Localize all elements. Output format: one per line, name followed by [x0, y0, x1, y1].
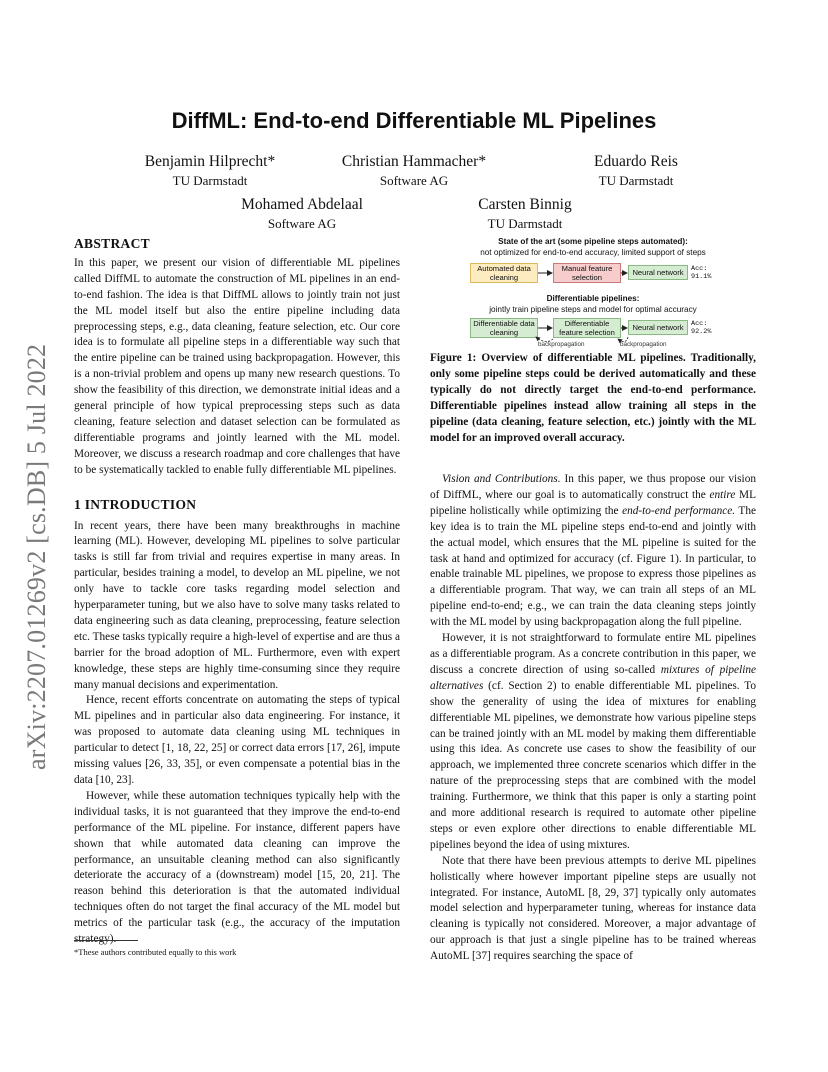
box-automated-cleaning: Automated data cleaning	[470, 263, 538, 283]
right-paragraph-2: However, it is not straightforward to formulate entire ML pipelines as a differentiable program. As a concrete contribution in this paper, we discuss a concrete direction of using so-called mixtures of pipeline alternatives (cf. Section 2) to enable differentiable ML pipelines. To show the generality of using the idea of mixtures for enabling differentiable ML pipelines, we demonstrate how various pipeline steps can be trained jointly with an ML model by making them differentiable using this idea. As concrete use cases to show the feasibility of our approach, we implemented three concrete scenarios which differ in the nature of the preprocessing steps that are combined with the model training. Furthermore, we think that this paper is only a starting point and more additional research is required to automate other pipeline steps or even explore other directions to enable differentiable ML pipelines beyond the idea of using mixtures.	[430, 632, 757, 851]
figure-bottom-title: Differentiable pipelines:	[546, 294, 640, 303]
author-2	[314, 152, 514, 190]
box-neural-network-top: Neural network	[628, 265, 688, 280]
intro-paragraph-1: In recent years, there have been many breakthroughs in machine learning (ML). However, developing ML pipelines to solve particular tasks is still far from trivial and requires expertise in many areas. In particular, besides training a model, to develop an ML pipeline, we not only have to tackle core tasks regarding model selection and hyperparameter tuning, but we also have to solve many tasks related to data engineering such as data cleaning, preprocessing, feature selection etc. These tasks typically require a high-level of expertise and are thus a barrier for the broad adoption of ML. Furthermore, even with expert knowledge, these steps are highly time-consuming since they require many manual decisions and experimentation.	[74, 519, 400, 691]
backprop-label-2: backpropagation	[620, 341, 667, 348]
footnote-rule	[74, 940, 138, 941]
right-paragraph-1: Vision and Contributions. In this paper, we thus propose our vision of DiffML, where our goal is to automatically construct the entire ML pipeline holistically while optimizing the end-to-end performance. The key idea is to train the ML pipeline steps end-to-end and jointly with the actual model, which ensures that the ML pipeline is suited for the task at hand and optimized for accuracy (cf. Figure 1). In particular, to enable trainable ML pipelines, we propose to express those pipelines as a differentiable program. That way, we can train all steps of an ML pipeline end-to-end; e.g., we can train the data cleaning steps jointly with the ML model by using backpropagation along the full pipeline.	[430, 473, 756, 629]
author-affiliation: Software AG	[379, 173, 449, 188]
arxiv-stamp	[22, 300, 62, 780]
paper-title: DiffML: End-to-end Differentiable ML Pipelines	[171, 108, 657, 133]
box-differentiable-cleaning: Differentiable data cleaning	[470, 318, 538, 338]
abstract-heading: ABSTRACT	[74, 236, 150, 251]
introduction-heading: 1 INTRODUCTION	[74, 496, 197, 512]
box-differentiable-feature-selection: Differentiable feature selection	[553, 318, 621, 338]
arxiv-identifier: arXiv:2207.01269v2 [cs.DB] 5 Jul 2022	[22, 343, 51, 770]
author-affiliation: TU Darmstadt	[487, 216, 563, 231]
author-4	[202, 195, 402, 233]
right-column	[430, 472, 756, 965]
figure-top-subtitle: not optimized for end-to-end accuracy, limited support of steps	[480, 248, 706, 257]
figure-1	[428, 233, 758, 351]
right-paragraph-3: Note that there have been previous attempts to derive ML pipelines holistically where however important pipeline steps are usually not integrated. For instance, AutoML [8, 29, 37] typically only automates model selection and hyperparameter tuning, whereas for instance data cleaning is typically not considered. Moreover, a major advantage of our approach is that just a single pipeline has to be trained whereas AutoML [37] requires searching the space of	[430, 854, 756, 963]
box-manual-feature-selection: Manual feature selection	[553, 263, 621, 283]
figure-top-title: State of the art (some pipeline steps automated):	[498, 237, 688, 246]
abstract-text: In this paper, we present our vision of differentiable ML pipelines called DiffML to automate the construction of ML pipelines in an end-to-end fashion. The idea is that DiffML allows to jointly train not just the ML model itself but also the entire pipeline including data preprocessing steps, e.g., data cleaning, feature selection, etc. Our core idea is to formulate all pipeline steps in a differentiable way such that the entire pipeline can be trained using backpropagation. However, this is a non-trivial problem and opens up many new research questions. To show the feasibility of this direction, we demonstrate initial ideas and a general principle of how typical preprocessing steps such as data cleaning, feature selection and dataset selection can be formulated as differentiable programs and jointly learned with the ML model. Moreover, we discuss a research roadmap and core challenges that have to be systematically tackled to enable fully differentiable ML pipelines.	[74, 256, 400, 476]
backprop-arrow-icon	[618, 337, 628, 342]
author-1	[110, 152, 310, 190]
figure-arrows	[428, 233, 758, 351]
intro-paragraph-2: Hence, recent efforts concentrate on automating the steps of typical ML pipelines and in particular also data engineering. For instance, it was proposed to automate data cleaning using ML techniques in particular to detect [1, 18, 22, 25] or correct data errors [17, 26], impute missing values [26, 33, 35], or even compensate a potential bias in the data [10, 23].	[74, 694, 400, 786]
box-neural-network-bottom: Neural network	[628, 320, 688, 335]
author-affiliation: TU Darmstadt	[598, 173, 674, 188]
accuracy-label: Acc:	[691, 320, 708, 328]
left-column	[74, 236, 400, 948]
author-name: Christian Hammacher*	[341, 153, 487, 170]
author-name: Carsten Binnig	[478, 196, 572, 213]
author-affiliation: Software AG	[267, 216, 337, 231]
backprop-label-1: backpropagation	[538, 341, 585, 348]
accuracy-value: 92.2%	[691, 328, 712, 336]
author-3	[536, 152, 736, 190]
figure-bottom-subtitle: jointly train pipeline steps and model for optimal accuracy	[489, 305, 697, 314]
accuracy-label: Acc:	[691, 265, 708, 273]
footnote: *These authors contributed equally to this work	[74, 947, 237, 957]
backprop-arrow-icon	[536, 337, 553, 342]
author-name: Benjamin Hilprecht*	[144, 153, 276, 170]
figure-caption: Figure 1: Overview of differentiable ML pipelines. Traditionally, only some pipeline steps could be derived automatically and these typically do not directly target the end-to-end performance. Differentiable pipelines instead allow training all steps in the pipeline (data cleaning, feature selection, etc.) jointly with the ML model for an improved overall accuracy.	[430, 352, 756, 444]
author-affiliation: TU Darmstadt	[172, 173, 248, 188]
author-5	[425, 195, 625, 233]
paragraph-lead: Vision and Contributions.	[442, 473, 561, 485]
intro-paragraph-3: However, while these automation techniques typically help with the individual tasks, it is not guaranteed that they improve the end-to-end performance of the ML pipeline. For instance, different papers have shown that while automated data cleaning can improve the performance, an unsuitable cleaning method can also significantly deteriorate the accuracy of a (downstream) model [15, 20, 21]. The reason behind this deterioration is that the automated individual techniques often do not target the final accuracy of the ML model but metrics of the particular task (e.g., the accuracy of the imputation strategy).	[74, 789, 400, 946]
accuracy-value: 91.1%	[691, 273, 712, 281]
author-name: Mohamed Abdelaal	[241, 196, 363, 213]
author-name: Eduardo Reis	[594, 153, 678, 170]
